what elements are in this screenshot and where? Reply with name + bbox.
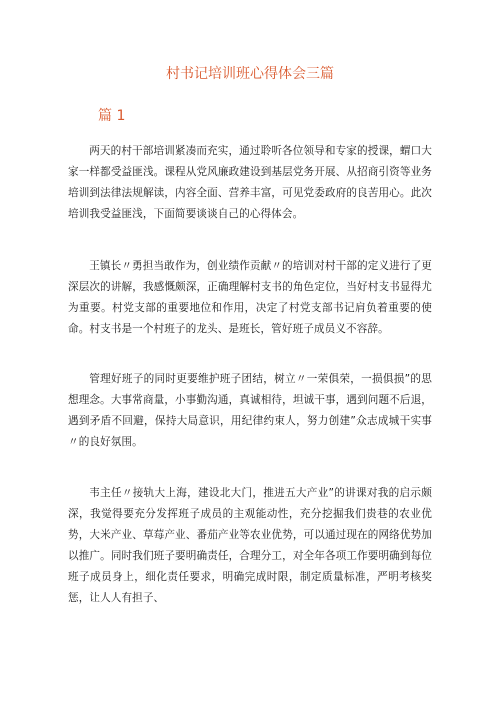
body-paragraph: 王镇长〃勇担当敢作为，创业绩作贡献〃的培训对村干部的定义进行了更深层次的讲解，我感慨颇深，正确理解村支书的角色定位，当好村支书显得尤为重要。村党支部的重要地位和作用，决定了村党支部书记肩负着重要的使命。村支书是一个村班子的龙头、是班长，管好班子成员义不容辞。 [68,260,432,335]
section-heading: 篇 1 [98,108,126,124]
body-paragraph: 管理好班子的同时更要维护班子团结，树立〃一荣俱荣，一损俱损”的思想理念。大事常商量，小事勤沟通，真诚相待，坦诚干事，遇到问题不后退，遇到矛盾不回避，保持大局意识，用纪律约束人，努力创建”众志成城干实事〃的良好氛围。 [68,373,432,448]
body-paragraph: 韦主任〃接轨大上海，建设北大门，推进五大产业”的讲课对我的启示颇深，我觉得要充分发挥班子成员的主观能动性，充分挖掘我们贵巷的农业优势，大米产业、草莓产业、番茄产业等农业优势，可以通过现在的网络优势加以推广。同时我们班子要明确责任，合理分工，对全年各项工作要明确到每位班子成员身上，细化责任要求，明确完成时限，制定质量标准，严明考核奖惩，让人人有担子、 [68,487,432,604]
body-paragraph: 两天的村干部培训紧凑而充实，通过聆听各位领导和专家的授课，蝟口大家一样都受益匪浅。课程从党风廉政建设到基层党务开展、从招商引资等业务培训到法律法规解读，内容全面、营养丰富，可见党委政府的良苦用心。此次培训我受益匪浅，下面简要谈谈自己的心得体会。 [68,145,432,220]
document-title: 村书记培训班心得体会三篇 [166,66,334,82]
